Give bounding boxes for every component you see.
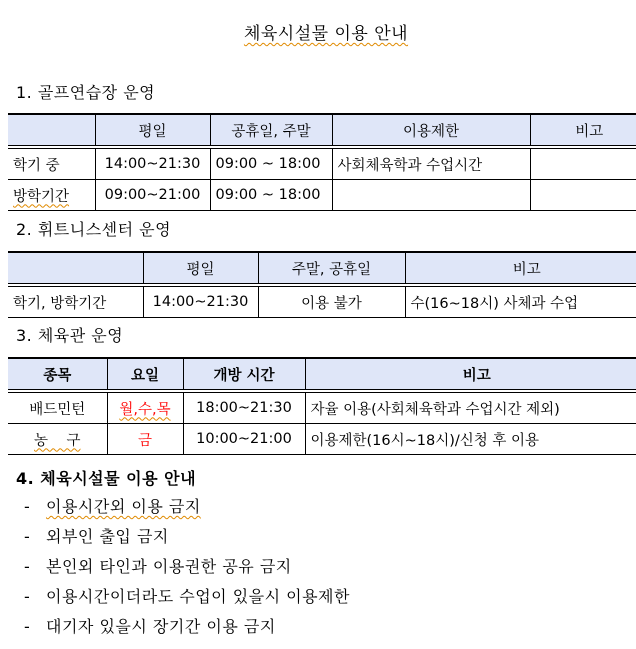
section-heading-golf: 1. 골프연습장 운영 xyxy=(16,83,156,102)
table-cell: 14:00~21:30 xyxy=(95,147,210,180)
table-header-row xyxy=(8,114,636,147)
table-cell: 자율 이용(사회체육학과 수업시간 제외) xyxy=(305,391,636,424)
table-cell xyxy=(332,180,530,211)
table-header-cell: 요일 xyxy=(107,358,183,391)
gym-schedule-table xyxy=(8,357,636,455)
table-header-cell xyxy=(8,252,143,285)
table-cell xyxy=(530,147,636,180)
table-header-cell: 평일 xyxy=(95,114,210,147)
table-cell: 학기, 방학기간 xyxy=(8,285,143,318)
table-header-cell: 개방 시간 xyxy=(183,358,305,391)
list-item: - 외부인 출입 금지 xyxy=(24,524,350,554)
table-cell: 학기 중 xyxy=(8,147,95,180)
table-cell: 농 구 xyxy=(8,424,107,455)
golf-schedule-table xyxy=(8,113,636,211)
table-cell: 09:00 ~ 18:00 xyxy=(210,180,332,211)
table-cell: 이용제한(16시~18시)/신청 후 이용 xyxy=(305,424,636,455)
table-cell: 배드민턴 xyxy=(8,391,107,424)
table-row xyxy=(8,180,636,211)
table-cell: 10:00~21:00 xyxy=(183,424,305,455)
table-cell: 수(16~18시) 사체과 수업 xyxy=(405,285,636,318)
table-header-cell: 비고 xyxy=(530,114,636,147)
table-cell xyxy=(530,180,636,211)
table-row xyxy=(8,285,636,318)
table-cell: 이용 불가 xyxy=(258,285,405,318)
dash-bullet-icon: - xyxy=(24,497,31,516)
table-cell: 09:00~21:00 xyxy=(95,180,210,211)
section-heading-rules: 4. 체육시설물 이용 안내 xyxy=(16,469,197,488)
table-header-cell: 평일 xyxy=(143,252,258,285)
section-heading-gym: 3. 체육관 운영 xyxy=(16,326,124,345)
table-cell: 14:00~21:30 xyxy=(143,285,258,318)
table-cell: 09:00 ~ 18:00 xyxy=(210,147,332,180)
dash-bullet-icon: - xyxy=(24,557,31,576)
table-header-row xyxy=(8,252,636,285)
dash-bullet-icon: - xyxy=(24,587,31,606)
usage-rules-list xyxy=(24,494,350,644)
table-row xyxy=(8,147,636,180)
table-row xyxy=(8,391,636,424)
dash-bullet-icon: - xyxy=(24,617,31,636)
table-header-cell xyxy=(8,114,95,147)
page-title: 체육시설물 이용 안내 xyxy=(243,24,409,44)
list-item: - 이용시간이더라도 수업이 있을시 이용제한 xyxy=(24,584,350,614)
list-item: - 대기자 있을시 장기간 이용 금지 xyxy=(24,614,350,644)
table-header-cell: 주말, 공휴일 xyxy=(258,252,405,285)
fitness-schedule-table xyxy=(8,251,636,318)
table-cell: 18:00~21:30 xyxy=(183,391,305,424)
table-cell: 방학기간 xyxy=(8,180,95,211)
table-cell-day-highlight: 금 xyxy=(107,424,183,455)
table-cell: 사회체육학과 수업시간 xyxy=(332,147,530,180)
list-item: - 이용시간외 이용 금지 xyxy=(24,494,350,524)
list-item: - 본인외 타인과 이용권한 공유 금지 xyxy=(24,554,350,584)
table-header-cell: 공휴일, 주말 xyxy=(210,114,332,147)
table-header-row xyxy=(8,358,636,391)
section-heading-fitness: 2. 휘트니스센터 운영 xyxy=(16,220,172,239)
dash-bullet-icon: - xyxy=(24,527,31,546)
table-cell-day-highlight: 월,수,목 xyxy=(107,391,183,424)
table-header-cell: 종목 xyxy=(8,358,107,391)
table-header-cell: 이용제한 xyxy=(332,114,530,147)
table-header-cell: 비고 xyxy=(305,358,636,391)
table-row xyxy=(8,424,636,455)
table-header-cell: 비고 xyxy=(405,252,636,285)
